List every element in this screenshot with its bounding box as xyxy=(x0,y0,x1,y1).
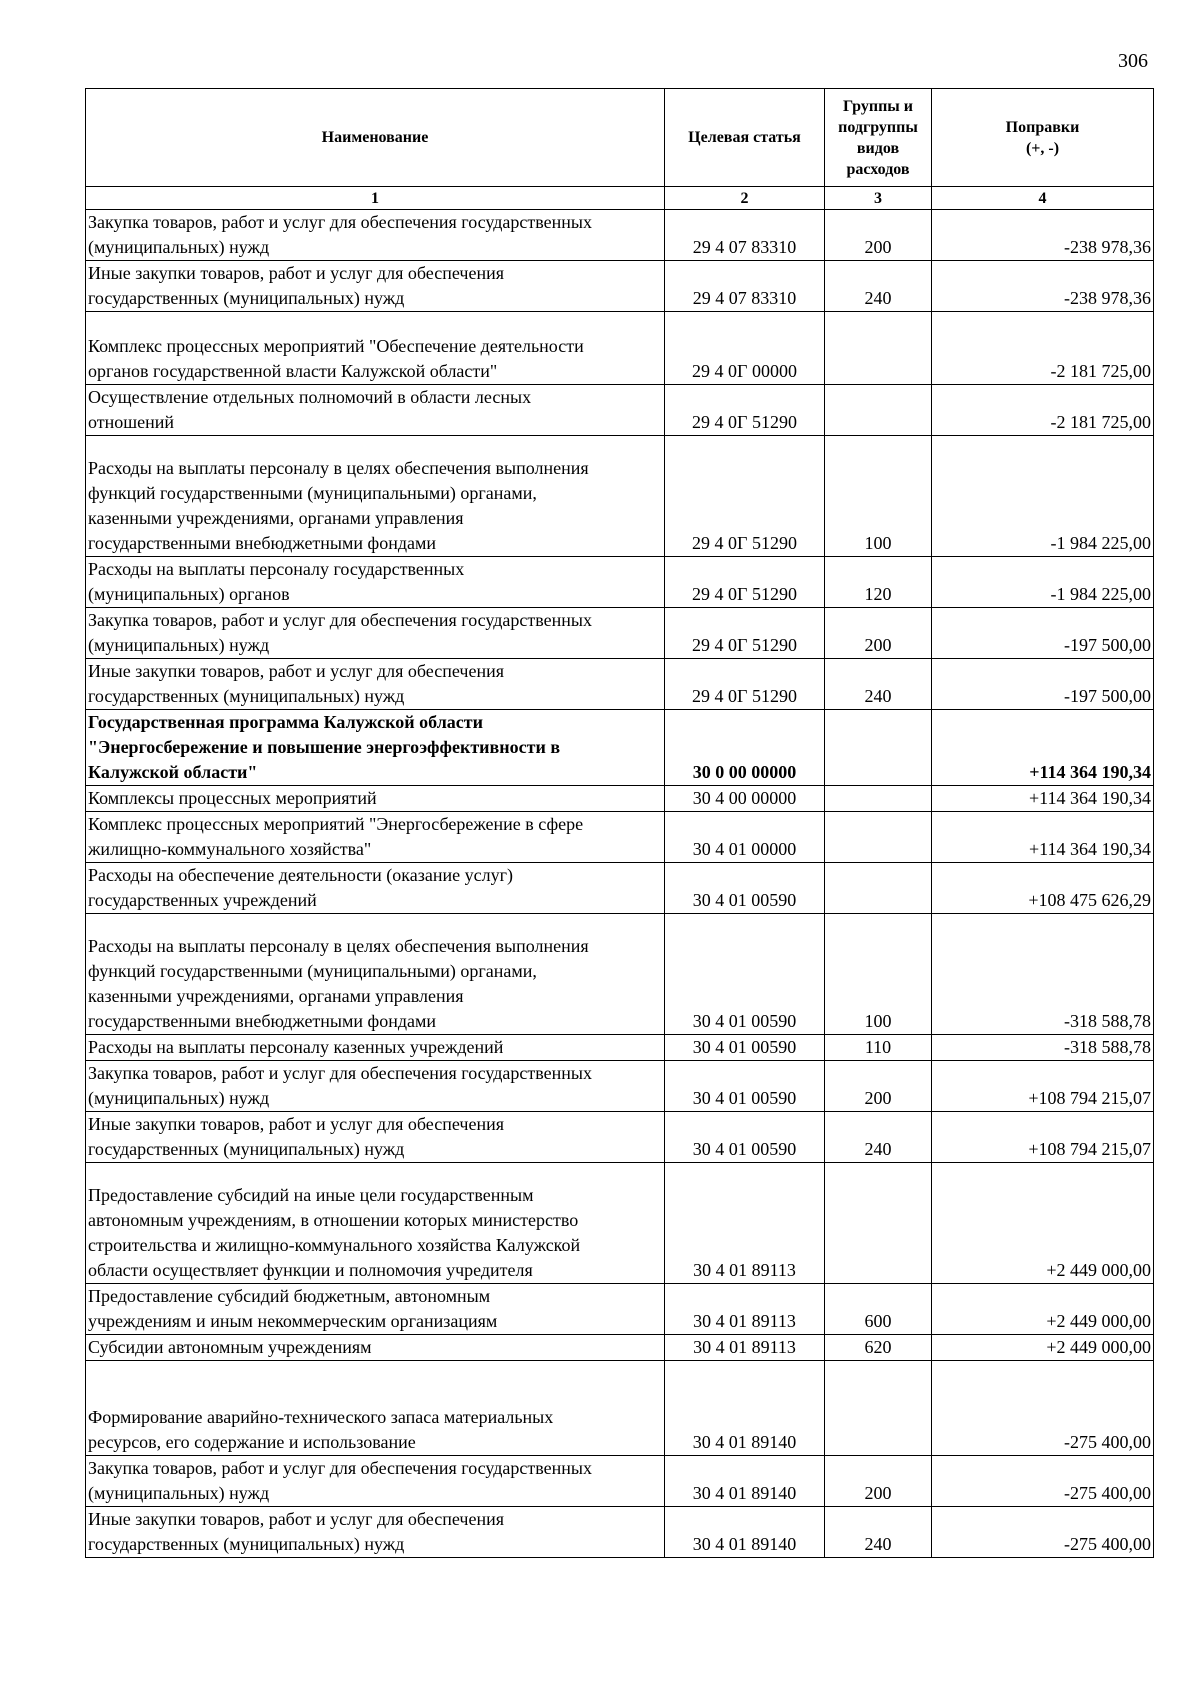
row-amount-cell: -275 400,00 xyxy=(932,1507,1154,1558)
row-amount-cell: +108 794 215,07 xyxy=(932,1061,1154,1112)
row-code-cell: 30 4 01 00590 xyxy=(665,1035,825,1061)
row-group-cell: 240 xyxy=(825,659,932,710)
row-amount-cell: -2 181 725,00 xyxy=(932,385,1154,436)
header-code: Целевая статья xyxy=(665,89,825,187)
row-code-cell: 30 4 01 89140 xyxy=(665,1361,825,1456)
header-row xyxy=(86,89,1154,187)
row-group-cell xyxy=(825,385,932,436)
header-amount: Поправки (+, -) xyxy=(932,89,1154,187)
row-amount-cell: -238 978,36 xyxy=(932,261,1154,312)
budget-table xyxy=(85,88,1154,1558)
row-name-cell: Иные закупки товаров, работ и услуг для обеспечения государственных (муниципальных) нужд xyxy=(86,1507,665,1558)
row-code-cell: 29 4 0Г 51290 xyxy=(665,436,825,557)
table-row xyxy=(86,261,1154,312)
row-code-cell: 30 4 01 89140 xyxy=(665,1456,825,1507)
row-group-cell: 600 xyxy=(825,1284,932,1335)
table-row xyxy=(86,786,1154,812)
row-group-cell: 240 xyxy=(825,1112,932,1163)
row-code-cell: 30 0 00 00000 xyxy=(665,710,825,786)
table-body xyxy=(86,210,1154,1558)
row-amount-cell: +2 449 000,00 xyxy=(932,1284,1154,1335)
row-amount-cell: -275 400,00 xyxy=(932,1456,1154,1507)
table-row xyxy=(86,436,1154,557)
row-group-cell xyxy=(825,1163,932,1284)
row-name-cell: Предоставление субсидий на иные цели государственным автономным учреждениям, в отношении которых министерство строительства и жилищно-коммунального хозяйства Калужской области осуществляет функции и полномочия учредителя xyxy=(86,1163,665,1284)
table-row xyxy=(86,1361,1154,1456)
row-name-cell: Комплекс процессных мероприятий "Энергосбережение в сфере жилищно-коммунального хозяйства" xyxy=(86,812,665,863)
column-number: 3 xyxy=(825,187,932,210)
row-name-cell: Закупка товаров, работ и услуг для обеспечения государственных (муниципальных) нужд xyxy=(86,1456,665,1507)
row-amount-cell: -2 181 725,00 xyxy=(932,312,1154,385)
row-amount-cell: -238 978,36 xyxy=(932,210,1154,261)
row-name-cell: Закупка товаров, работ и услуг для обеспечения государственных (муниципальных) нужд xyxy=(86,1061,665,1112)
row-amount-cell: -275 400,00 xyxy=(932,1361,1154,1456)
table-row xyxy=(86,710,1154,786)
row-group-cell: 200 xyxy=(825,1456,932,1507)
column-number: 1 xyxy=(86,187,665,210)
row-amount-cell: -318 588,78 xyxy=(932,1035,1154,1061)
row-name-cell: Расходы на выплаты персоналу в целях обеспечения выполнения функций государственными (муниципальными) органами, казенными учреждениями, органами управления государственными внебюджетными фондами xyxy=(86,914,665,1035)
row-amount-cell: +114 364 190,34 xyxy=(932,786,1154,812)
row-amount-cell: -197 500,00 xyxy=(932,608,1154,659)
header-group: Группы и подгруппы видов расходов xyxy=(825,89,932,187)
row-name-cell: Закупка товаров, работ и услуг для обеспечения государственных (муниципальных) нужд xyxy=(86,608,665,659)
table-row xyxy=(86,608,1154,659)
row-name-cell: Расходы на выплаты персоналу государственных (муниципальных) органов xyxy=(86,557,665,608)
row-name-cell: Иные закупки товаров, работ и услуг для обеспечения государственных (муниципальных) нужд xyxy=(86,1112,665,1163)
table-row xyxy=(86,863,1154,914)
row-group-cell: 100 xyxy=(825,914,932,1035)
table-row xyxy=(86,1163,1154,1284)
table-row xyxy=(86,1035,1154,1061)
table-row xyxy=(86,1112,1154,1163)
row-name-cell: Иные закупки товаров, работ и услуг для обеспечения государственных (муниципальных) нужд xyxy=(86,261,665,312)
table-row xyxy=(86,1061,1154,1112)
row-group-cell xyxy=(825,312,932,385)
row-group-cell xyxy=(825,1361,932,1456)
table-row xyxy=(86,914,1154,1035)
row-amount-cell: +114 364 190,34 xyxy=(932,710,1154,786)
row-code-cell: 29 4 0Г 00000 xyxy=(665,312,825,385)
row-code-cell: 29 4 0Г 51290 xyxy=(665,385,825,436)
table-row xyxy=(86,812,1154,863)
row-name-cell: Расходы на выплаты персоналу в целях обеспечения выполнения функций государственными (муниципальными) органами, казенными учреждениями, органами управления государственными внебюджетными фондами xyxy=(86,436,665,557)
table-row xyxy=(86,1456,1154,1507)
row-name-cell: Государственная программа Калужской области "Энергосбережение и повышение энергоэффективности в Калужской области" xyxy=(86,710,665,786)
row-code-cell: 29 4 07 83310 xyxy=(665,261,825,312)
row-code-cell: 29 4 0Г 51290 xyxy=(665,659,825,710)
row-name-cell: Расходы на обеспечение деятельности (оказание услуг) государственных учреждений xyxy=(86,863,665,914)
row-code-cell: 30 4 00 00000 xyxy=(665,786,825,812)
row-code-cell: 30 4 01 89113 xyxy=(665,1284,825,1335)
row-name-cell: Осуществление отдельных полномочий в области лесных отношений xyxy=(86,385,665,436)
row-code-cell: 30 4 01 00590 xyxy=(665,1112,825,1163)
column-number: 2 xyxy=(665,187,825,210)
row-group-cell: 200 xyxy=(825,1061,932,1112)
table-row xyxy=(86,1507,1154,1558)
row-group-cell xyxy=(825,786,932,812)
row-amount-cell: +108 794 215,07 xyxy=(932,1112,1154,1163)
row-name-cell: Комплекс процессных мероприятий "Обеспечение деятельности органов государственной власти Калужской области" xyxy=(86,312,665,385)
row-group-cell: 240 xyxy=(825,1507,932,1558)
row-amount-cell: -318 588,78 xyxy=(932,914,1154,1035)
table-row xyxy=(86,659,1154,710)
table-row xyxy=(86,210,1154,261)
page-number: 306 xyxy=(1118,50,1148,72)
row-group-cell: 100 xyxy=(825,436,932,557)
row-amount-cell: -1 984 225,00 xyxy=(932,557,1154,608)
header-name: Наименование xyxy=(86,89,665,187)
row-code-cell: 29 4 07 83310 xyxy=(665,210,825,261)
row-code-cell: 30 4 01 89113 xyxy=(665,1335,825,1361)
table-row xyxy=(86,385,1154,436)
row-code-cell: 30 4 01 00590 xyxy=(665,1061,825,1112)
row-name-cell: Иные закупки товаров, работ и услуг для обеспечения государственных (муниципальных) нужд xyxy=(86,659,665,710)
row-amount-cell: +114 364 190,34 xyxy=(932,812,1154,863)
row-amount-cell: -197 500,00 xyxy=(932,659,1154,710)
table-row xyxy=(86,312,1154,385)
row-code-cell: 29 4 0Г 51290 xyxy=(665,557,825,608)
row-group-cell xyxy=(825,812,932,863)
row-group-cell: 110 xyxy=(825,1035,932,1061)
row-code-cell: 29 4 0Г 51290 xyxy=(665,608,825,659)
row-code-cell: 30 4 01 89113 xyxy=(665,1163,825,1284)
row-group-cell xyxy=(825,863,932,914)
row-group-cell: 620 xyxy=(825,1335,932,1361)
column-number-row xyxy=(86,187,1154,210)
row-amount-cell: -1 984 225,00 xyxy=(932,436,1154,557)
row-group-cell: 200 xyxy=(825,210,932,261)
row-code-cell: 30 4 01 00000 xyxy=(665,812,825,863)
row-amount-cell: +108 475 626,29 xyxy=(932,863,1154,914)
row-group-cell: 240 xyxy=(825,261,932,312)
table-row xyxy=(86,1284,1154,1335)
table-row xyxy=(86,1335,1154,1361)
row-name-cell: Формирование аварийно-технического запаса материальных ресурсов, его содержание и использование xyxy=(86,1361,665,1456)
row-name-cell: Закупка товаров, работ и услуг для обеспечения государственных (муниципальных) нужд xyxy=(86,210,665,261)
row-name-cell: Предоставление субсидий бюджетным, автономным учреждениям и иным некоммерческим организациям xyxy=(86,1284,665,1335)
row-group-cell: 120 xyxy=(825,557,932,608)
row-name-cell: Субсидии автономным учреждениям xyxy=(86,1335,665,1361)
column-number: 4 xyxy=(932,187,1154,210)
row-group-cell: 200 xyxy=(825,608,932,659)
row-amount-cell: +2 449 000,00 xyxy=(932,1163,1154,1284)
row-group-cell xyxy=(825,710,932,786)
row-code-cell: 30 4 01 00590 xyxy=(665,863,825,914)
row-code-cell: 30 4 01 00590 xyxy=(665,914,825,1035)
row-name-cell: Комплексы процессных мероприятий xyxy=(86,786,665,812)
row-name-cell: Расходы на выплаты персоналу казенных учреждений xyxy=(86,1035,665,1061)
table-row xyxy=(86,557,1154,608)
row-amount-cell: +2 449 000,00 xyxy=(932,1335,1154,1361)
row-code-cell: 30 4 01 89140 xyxy=(665,1507,825,1558)
